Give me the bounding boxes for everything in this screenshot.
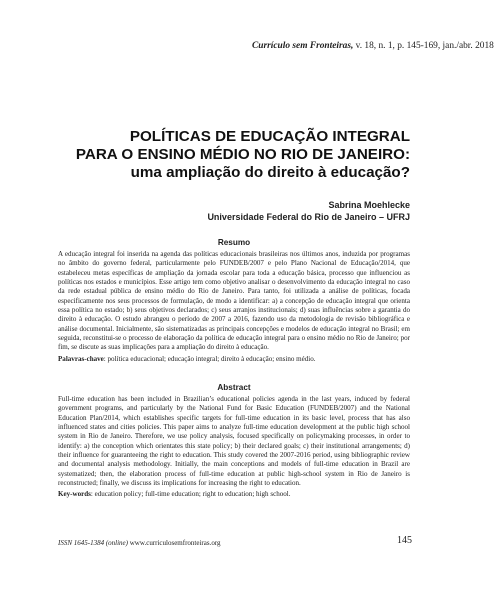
footer-issn: ISSN 1645-1384 (online) [58,539,128,547]
resumo-text: A educação integral foi inserida na agenda das políticas educacionais brasileiras nos últimos anos, induzida por programas no âmbito do governo federal, particularmente pelo FUNDEB/2007 e pelo Plano Nacional de Educação/2014, que estabeleceu metas específicas de ampliação da jornada escolar para toda a educação básica, processo que influenciou as políticas nos estados e municípios. Esse artigo tem como objetivo analisar o desenvolvimento da educação integral no caso da rede estadual pública de ensino médio do Rio de Janeiro. Para tanto, foi utilizada a análise de políticas, focada especificamente nos seus processos de formulação, de modo a identificar: a) a concepção de educação integral que orienta essa política no estado; b) seus objetivos declarados; c) seus arranjos institucionais; d) suas influências sobre a garantia do direito à educação. O estudo abrangeu o período de 2007 a 2016, fazendo uso da metodologia de revisão bibliográfica e análise documental. Inicialmente, são sistematizadas as principais concepções e modelos de educação integral no Brasil; em seguida, reconstitui-se o processo de elaboração da política de educação integral para o ensino médio no Rio de Janeiro; por fim, se discute as suas implicações para a ampliação do direito à educação. [58,250,410,352]
author-block [200,199,410,223]
resumo-keywords-list: : política educacional; educação integral; direito à educação; ensino médio. [103,354,316,363]
abstract-keywords [58,490,410,499]
title-line-3: uma ampliação do direito à educação? [130,164,410,181]
running-header [252,41,494,51]
author-name: Sabrina Moehlecke [328,200,410,210]
title-line-2: PARA O ENSINO MÉDIO NO RIO DE JANEIRO: [75,146,410,163]
footer-url[interactable]: www.curriculosemfronteiras.org [128,539,221,547]
article-title [58,128,410,182]
abstract-heading: Abstract [217,383,251,392]
abstract-keywords-label: Key-words [58,490,91,499]
resumo-section [58,250,410,364]
resumo-heading: Resumo [217,238,251,247]
journal-name: Currículo sem Fronteiras, [252,41,354,51]
resumo-keywords-label: Palavras-chave [58,354,104,363]
footer-issn-url [58,539,221,547]
author-affiliation: Universidade Federal do Rio de Janeiro – UFRJ [207,212,410,222]
abstract-text: Full-time education has been included in Brazilian’s educational policies agenda in the last years, induced by federal government programs, and particularly by the National Fund for Basic Education (FUNDEB/2007) and the National Education Plan/2014, which establishes specific targets for full-time education in its basic level, process that has also influenced states and cities policies. This paper aims to analyze full-time education development at the public high school system in Rio de Janeiro. Therefore, we use policy analysis, focused specifically on policymaking processes, in order to identify: a) the conception which orientates this state policy; b) their declared goals; c) their institutional arrangements; d) their influence for guaranteeing the right to education. This study covered the 2007-2016 period, using bibliographic review and documental analysis methodology. Initially, the main conceptions and models of full-time education in Brazil are systematized; then, the elaboration process of full-time education at public high-school system in Rio de Janeiro is reconstructed; finally, we discuss its implications for increasing the right to education. [58,395,410,488]
abstract-keywords-list: : education policy; full-time education; right to education; high school. [90,490,291,499]
issue-info: v. 18, n. 1, p. 145-169, jan./abr. 2018 [353,41,494,51]
page-number: 145 [397,535,412,546]
resumo-keywords [58,355,410,364]
title-line-1: POLÍTICAS DE EDUCAÇÃO INTEGRAL [129,128,410,145]
abstract-section [58,395,410,500]
